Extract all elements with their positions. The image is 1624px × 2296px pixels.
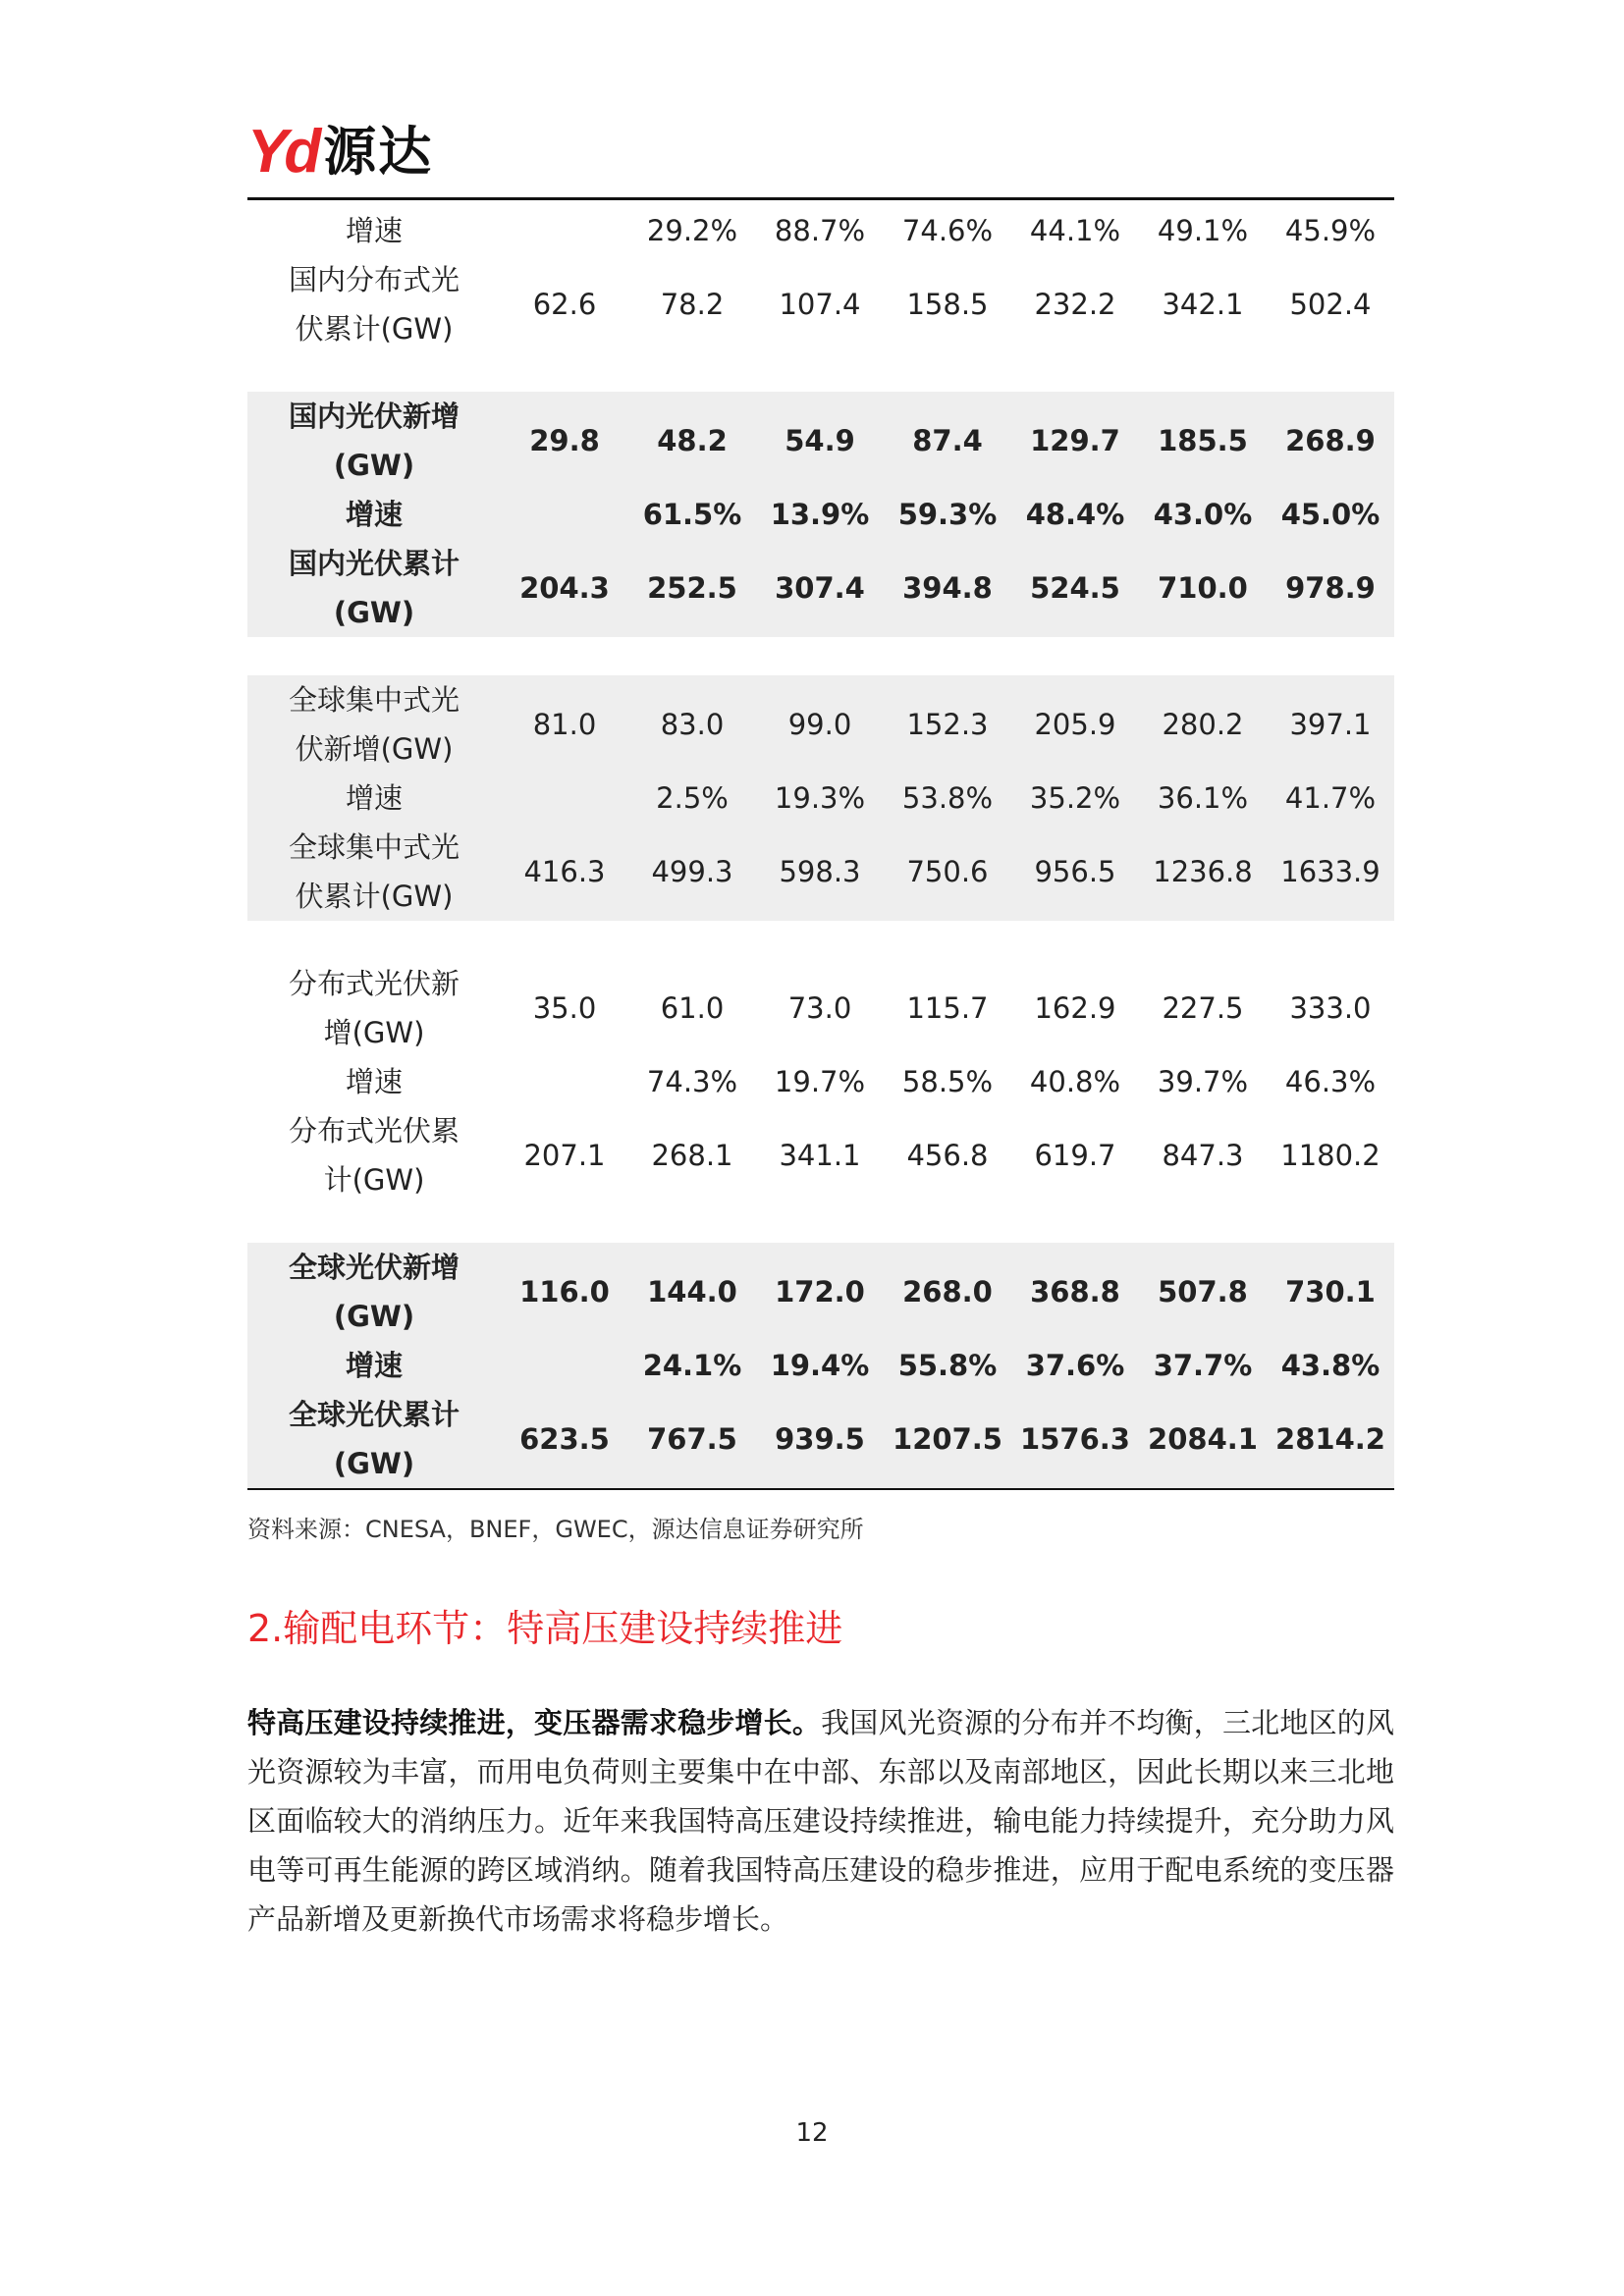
table-row [247,1057,1394,1106]
table-cell: 499.3 [651,855,733,888]
table-cell: 956.5 [1034,855,1116,888]
table-cell: 74.3% [646,1065,738,1098]
table-cell: 81.0 [532,708,597,741]
table-cell: 53.8% [901,781,994,815]
table-cell: 333.0 [1289,991,1372,1025]
table-group [247,1243,1394,1488]
table-row [247,1390,1394,1488]
table-cell: 40.8% [1029,1065,1121,1098]
photovoltaic-data-table [247,206,1394,1488]
table-cell: 207.1 [523,1139,606,1172]
table-cell: 2.5% [656,781,729,815]
table-cell: 847.3 [1162,1139,1244,1172]
table-cell: 268.1 [651,1139,733,1172]
table-cell: 43.0% [1153,498,1253,531]
table-cell: 507.8 [1158,1275,1248,1308]
table-cell: 205.9 [1034,708,1116,741]
table-cell: 750.6 [906,855,989,888]
table-cell: 129.7 [1030,424,1120,457]
row-label: 国内分布式光 伏累计(GW) [288,263,460,346]
table-cell: 78.2 [660,288,725,321]
table-cell: 73.0 [787,991,852,1025]
row-label: 增速 [345,498,403,531]
table-row [247,774,1394,823]
table-cell: 2814.2 [1275,1422,1385,1456]
table-cell: 39.7% [1157,1065,1249,1098]
table-cell: 46.3% [1284,1065,1377,1098]
row-label: 全球光伏新增 (GW) [288,1251,460,1333]
body-paragraph [247,1698,1394,1944]
table-cell: 1576.3 [1020,1422,1130,1456]
table-cell: 144.0 [647,1275,737,1308]
table-cell: 341.1 [779,1139,861,1172]
table-cell: 61.0 [660,991,725,1025]
table-cell: 232.2 [1034,288,1116,321]
table-cell: 58.5% [901,1065,994,1098]
table-cell: 307.4 [775,571,865,605]
table-row [247,1341,1394,1390]
table-cell: 252.5 [647,571,737,605]
table-cell: 227.5 [1162,991,1244,1025]
row-label: 国内光伏累计 (GW) [288,547,460,629]
row-label: 增速 [345,214,403,247]
paragraph-lead: 特高压建设持续推进，变压器需求稳步增长。 [247,1706,822,1739]
table-cell: 502.4 [1289,288,1372,321]
row-label: 分布式光伏累 计(GW) [288,1114,460,1197]
table-cell: 158.5 [906,288,989,321]
table-cell: 37.6% [1025,1349,1125,1382]
table-cell: 116.0 [519,1275,610,1308]
header-rule [247,197,1394,200]
table-cell: 35.2% [1029,781,1121,815]
table-cell: 172.0 [775,1275,865,1308]
table-cell: 939.5 [775,1422,865,1456]
table-cell: 368.8 [1030,1275,1120,1308]
table-cell: 99.0 [787,708,852,741]
table-cell: 45.0% [1280,498,1380,531]
table-cell: 19.3% [774,781,866,815]
row-label: 全球光伏累计 (GW) [288,1398,460,1480]
table-cell: 268.0 [902,1275,993,1308]
table-cell: 619.7 [1034,1139,1116,1172]
table-cell: 2084.1 [1148,1422,1258,1456]
table-row [247,675,1394,774]
table-cell: 49.1% [1157,214,1249,247]
table-row [247,959,1394,1057]
table-cell: 767.5 [647,1422,737,1456]
table-cell: 43.8% [1280,1349,1380,1382]
table-cell: 1236.8 [1153,855,1253,888]
group-spacer [247,1204,1394,1243]
table-cell: 48.4% [1025,498,1125,531]
table-cell: 45.9% [1284,214,1377,247]
table-cell: 37.7% [1153,1349,1253,1382]
table-cell: 24.1% [642,1349,742,1382]
table-bottom-rule [247,1488,1394,1490]
page-number: 12 [795,2118,829,2148]
table-cell: 280.2 [1162,708,1244,741]
group-spacer [247,637,1394,675]
table-cell: 1633.9 [1280,855,1380,888]
logo-text: 源达 [323,121,434,183]
table-cell: 74.6% [901,214,994,247]
table-cell: 19.7% [774,1065,866,1098]
table-group [247,675,1394,921]
table-cell: 394.8 [902,571,993,605]
paragraph-body: 我国风光资源的分布并不均衡，三北地区的风光资源较为丰富，而用电负荷则主要集中在中部、东部以及南部地区，因此长期以来三北地区面临较大的消纳压力。近年来我国特高压建设持续推进，输电能力持续提升，充分助力风电等可再生能源的跨区域消纳。随着我国特高压建设的稳步推进，应用于配电系统的变压器产品新增及更新换代市场需求将稳步增长。 [247,1706,1394,1936]
table-cell: 710.0 [1158,571,1248,605]
row-label: 全球集中式光 伏累计(GW) [288,830,460,913]
table-cell: 62.6 [532,288,597,321]
table-cell: 19.4% [770,1349,870,1382]
table-cell: 598.3 [779,855,861,888]
table-row [247,490,1394,539]
table-cell: 29.8 [529,424,600,457]
table-cell: 54.9 [785,424,855,457]
table-row [247,392,1394,490]
table-cell: 1207.5 [893,1422,1002,1456]
table-row [247,206,1394,255]
table-cell: 55.8% [897,1349,998,1382]
table-row [247,255,1394,353]
table-cell: 35.0 [532,991,597,1025]
table-cell: 44.1% [1029,214,1121,247]
table-group [247,206,1394,353]
table-group [247,392,1394,637]
row-label: 分布式光伏新 增(GW) [288,967,460,1049]
row-label: 全球集中式光 伏新增(GW) [288,683,460,766]
table-cell: 204.3 [519,571,610,605]
table-cell: 623.5 [519,1422,610,1456]
table-cell: 83.0 [660,708,725,741]
table-cell: 416.3 [523,855,606,888]
table-cell: 1180.2 [1280,1139,1380,1172]
table-cell: 107.4 [779,288,861,321]
table-cell: 61.5% [642,498,742,531]
table-cell: 456.8 [906,1139,989,1172]
row-label: 增速 [345,1349,403,1382]
table-cell: 185.5 [1158,424,1248,457]
group-spacer [247,353,1394,392]
table-cell: 152.3 [906,708,989,741]
table-cell: 13.9% [770,498,870,531]
table-row [247,823,1394,921]
table-cell: 524.5 [1030,571,1120,605]
row-label: 国内光伏新增 (GW) [288,400,460,482]
source-note: 资料来源：CNESA，BNEF，GWEC，源达信息证券研究所 [247,1516,864,1543]
table-row [247,539,1394,637]
table-cell: 36.1% [1157,781,1249,815]
table-cell: 41.7% [1284,781,1377,815]
table-cell: 978.9 [1285,571,1376,605]
table-cell: 87.4 [912,424,983,457]
table-cell: 268.9 [1285,424,1376,457]
table-group [247,959,1394,1204]
row-label: 增速 [345,1065,403,1098]
table-cell: 730.1 [1285,1275,1376,1308]
table-row [247,1106,1394,1204]
table-cell: 342.1 [1162,288,1244,321]
row-label: 增速 [345,781,403,815]
table-cell: 48.2 [657,424,728,457]
group-spacer [247,921,1394,959]
table-cell: 59.3% [897,498,998,531]
table-cell: 29.2% [646,214,738,247]
table-row [247,1243,1394,1341]
company-logo [247,118,433,187]
table-cell: 162.9 [1034,991,1116,1025]
logo-mark: Yd [247,118,318,186]
table-cell: 88.7% [774,214,866,247]
table-cell: 397.1 [1289,708,1372,741]
table-cell: 115.7 [906,991,989,1025]
section-title: 2.输配电环节：特高压建设持续推进 [247,1607,843,1650]
